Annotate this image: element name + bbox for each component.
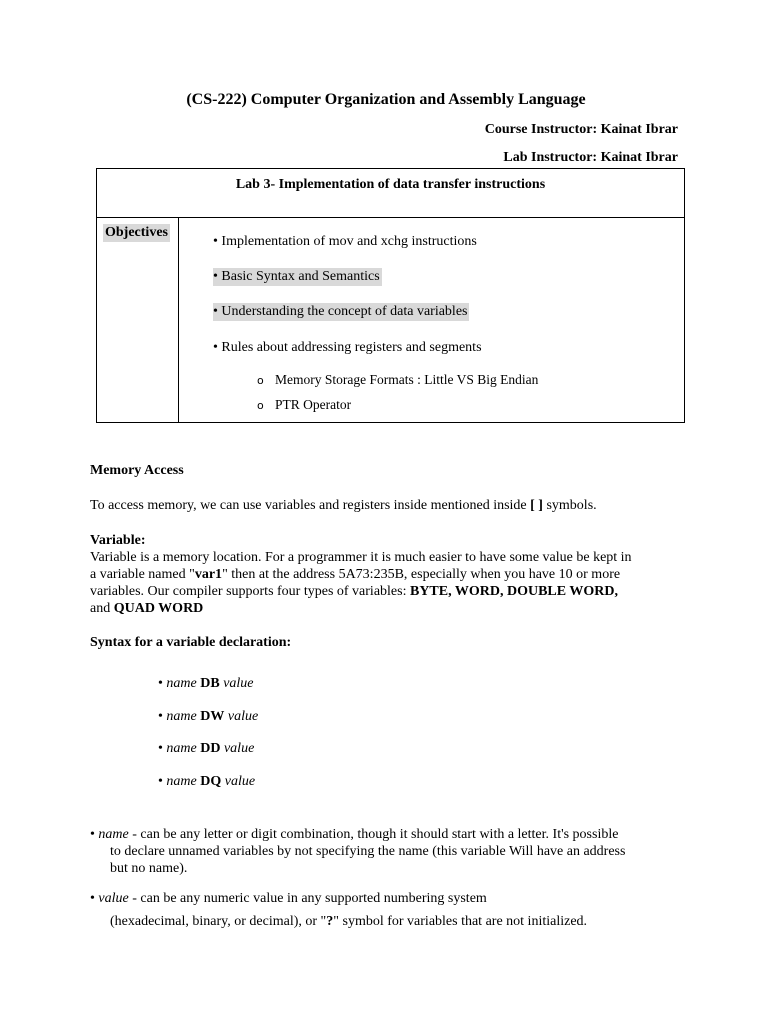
text-segment: - can be any numeric value in any supported numbering system [128,891,487,906]
variable-line [90,566,632,583]
syntax-name: name [166,774,197,789]
table-column-divider [178,217,179,422]
course-instructor: Course Instructor: Kainat Ibrar [484,122,678,137]
bullet: • [158,709,163,724]
text-segment: a variable named " [90,567,195,582]
lab-instructor: Lab Instructor: Kainat Ibrar [503,150,678,165]
note-line [90,890,587,907]
bullet: • [158,741,163,756]
circle-bullet-icon: o [257,399,264,412]
objective-item [213,304,469,320]
sub-objective-text: PTR Operator [275,397,352,412]
syntax-item [158,741,254,757]
objectives-label: Objectives [105,225,168,240]
objective-item [213,269,382,285]
variable-types: BYTE, WORD, DOUBLE WORD, [409,584,618,599]
syntax-name: name [166,676,197,691]
syntax-value: value [223,676,254,691]
syntax-name: name [166,709,197,724]
sub-objective-text: Memory Storage Formats : Little VS Big Endian [275,372,539,387]
objective-item-text: • Understanding the concept of data variables [213,304,468,319]
circle-bullet-icon: o [257,374,264,387]
text-segment: and [90,601,114,616]
table-row-divider [97,217,684,218]
name-note [90,826,625,877]
note-line: but no name). [110,861,188,876]
sub-objective-item [257,372,538,388]
objective-item: • Implementation of mov and xchg instructions [213,234,477,249]
note-line: to declare unnamed variables by not specifying the name (this variable Will have an address [110,844,626,859]
note-line [90,826,625,843]
name-term: name [98,827,129,842]
question-symbol: ? [326,914,334,929]
syntax-name: name [166,741,197,756]
variable-paragraph [90,549,632,617]
bullet: • [158,676,163,691]
variable-line: Variable is a memory location. For a programmer it is much easier to have some value be kept in [90,550,632,565]
objective-item-text: • Basic Syntax and Semantics [213,269,380,284]
directive-keyword: DW [200,709,225,724]
syntax-value: value [224,774,256,789]
bullet: • [90,827,95,842]
value-note [90,890,587,930]
sub-objective-item [257,397,351,413]
variable-heading: Variable: [90,533,146,548]
brackets-symbol: [ ] [530,498,543,513]
syntax-value: value [223,741,255,756]
objective-item: • Rules about addressing registers and segments [213,340,482,355]
text-segment: To access memory, we can use variables and registers inside mentioned inside [90,498,531,513]
bullet: • [158,774,163,789]
syntax-item [158,676,254,692]
syntax-value: value [227,709,259,724]
syntax-item [158,709,258,725]
variable-line [90,600,632,617]
text-segment: symbols. [542,498,597,513]
bullet: • [90,891,95,906]
document-title: (CS-222) Computer Organization and Assembly Language [186,91,586,108]
memory-access-text [90,497,597,514]
quad-word-term: QUAD WORD [113,601,204,616]
directive-keyword: DD [200,741,221,756]
syntax-heading: Syntax for a variable declaration: [90,635,292,650]
text-segment: (hexadecimal, binary, or decimal), or " [110,914,327,929]
text-segment: - can be any letter or digit combination, though it should start with a letter. It's possible [128,827,619,842]
text-segment: " then at the address 5A73:235B, especially when you have 10 or more [222,567,621,582]
value-term: value [98,891,129,906]
lab-title: Lab 3- Implementation of data transfer instructions [235,177,546,192]
text-segment: variables. Our compiler supports four types of variables: [90,584,410,599]
variable-line [90,583,632,600]
text-segment: " symbol for variables that are not initialized. [333,914,588,929]
note-line [90,913,587,930]
memory-access-heading: Memory Access [90,463,184,478]
lab-table [96,168,685,423]
directive-keyword: DB [200,676,220,691]
syntax-item [158,774,255,790]
var1-term: var1 [194,567,223,582]
directive-keyword: DQ [200,774,222,789]
